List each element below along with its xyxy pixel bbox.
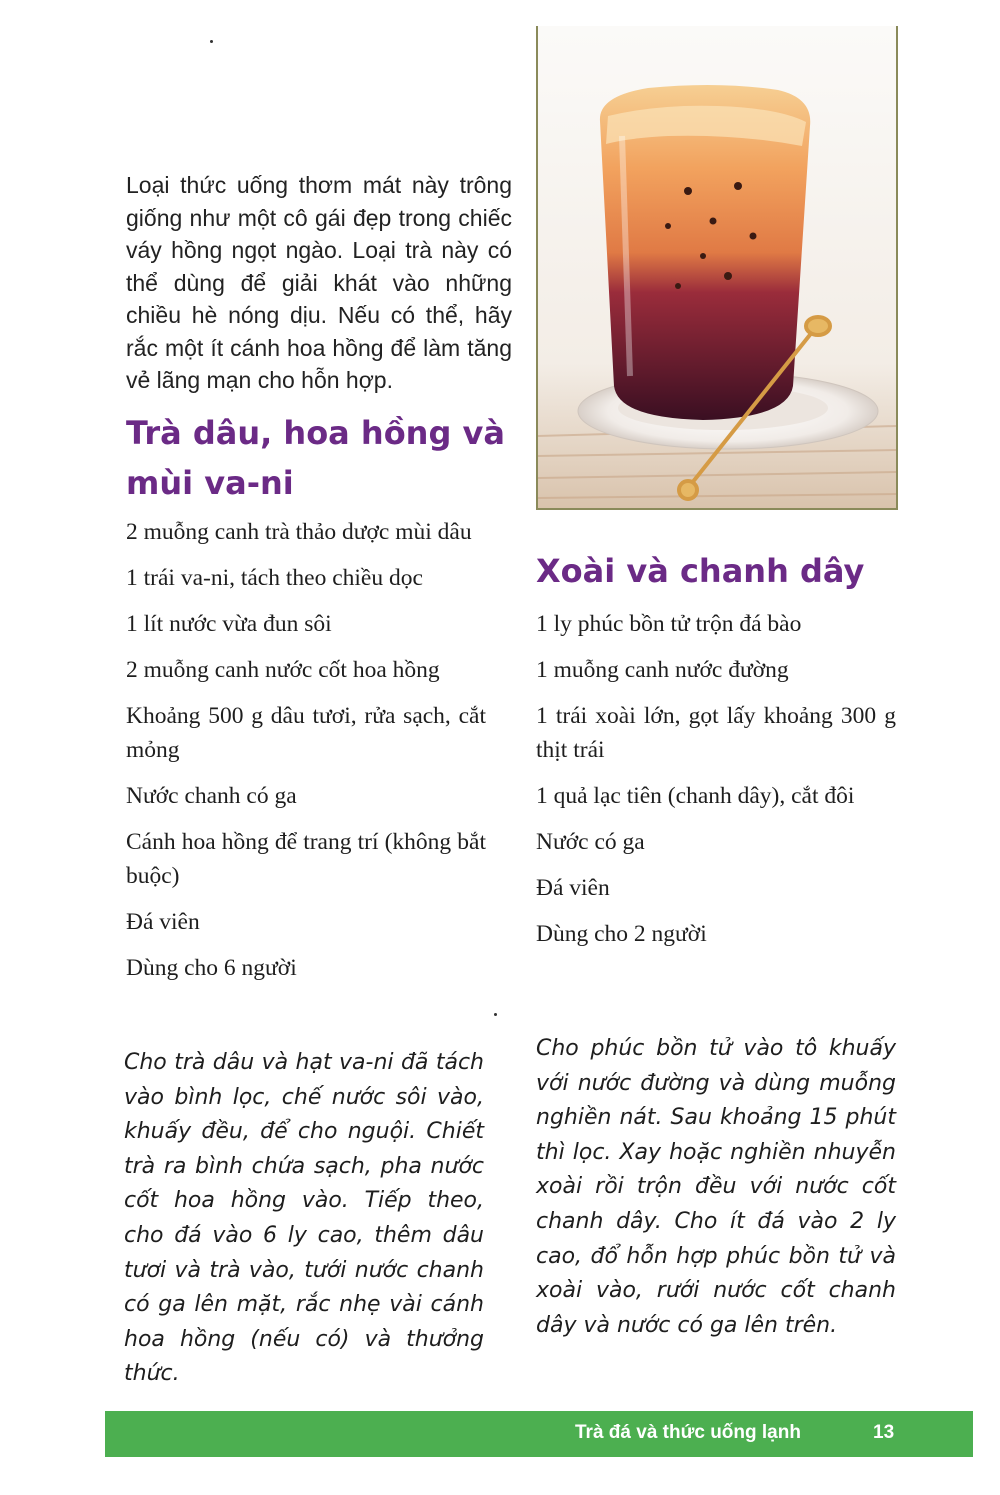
ingredient: 1 lít nước vừa đun sôi [126,611,332,637]
drink-illustration [538,26,896,508]
ingredient: 1 ly phúc bồn tử trộn đá bào [536,611,802,637]
page-number: 13 [873,1422,895,1443]
intro-paragraph: Loại thức uống thơm mát này trông giống như một cô gái đẹp trong chiếc váy hồng ngọt ngào. Loại trà này có thể dùng để giải khát vào những chiều hè nóng dịu. Nếu có thể, hãy rắc một ít cánh hoa hồng để làm tăng vẻ lãng mạn cho hỗn hợp. [126,172,512,393]
ingredient: Nước có ga [536,829,645,855]
ingredient: 1 trái xoài lớn, gọt lấy khoảng 300 g thịt trái [536,703,896,763]
ingredient: Nước chanh có ga [126,783,297,809]
ingredient: Dùng cho 6 người [126,955,297,981]
ingredient: Khoảng 500 g dâu tươi, rửa sạch, cắt mỏng [126,703,486,763]
footer-section-title: Trà đá và thức uống lạnh [575,1422,801,1443]
ingredient: 1 quả lạc tiên (chanh dây), cắt đôi [536,783,855,809]
ingredient: 2 muỗng canh trà thảo dược mùi dâu [126,519,472,545]
speck [494,1013,497,1016]
footer-bar [105,1411,973,1457]
recipe2-ingredients [536,607,896,963]
recipe1-ingredients [126,515,486,997]
recipe1-title: Trà dâu, hoa hồng và mùi va-ni [126,414,505,502]
ingredient: Đá viên [536,875,610,901]
ingredient: 1 trái va-ni, tách theo chiều dọc [126,565,423,591]
recipe1-method: Cho trà dâu và hạt va-ni đã tách vào bình lọc, chế nước sôi vào, khuấy đều, để cho nguội. Chiết trà ra bình chứa sạch, pha nước cốt hoa hồng vào. Tiếp theo, cho đá vào 6 ly cao, thêm dâu tươi và trà vào, tưới nước chanh có ga lên mặt, rắc nhẹ vài cánh hoa hồng (nếu có) và thưởng thức. [124,1050,484,1387]
ingredient: Dùng cho 2 người [536,921,707,947]
speck [210,40,213,43]
ingredient: Đá viên [126,909,200,935]
recipe2-method: Cho phúc bồn tử vào tô khuấy với nước đường và dùng muỗng nghiền nát. Sau khoảng 15 phút thì lọc. Xay hoặc nghiền nhuyễn xoài rồi trộn đều với nước cốt chanh dây. Cho ít đá vào 2 ly cao, đổ hỗn hợp phúc bồn tử và xoài vào, rưới nước cốt chanh dây và nước có ga lên trên. [536,1036,896,1338]
drink-photo [536,26,898,510]
ingredient: 1 muỗng canh nước đường [536,657,789,683]
ingredient: 2 muỗng canh nước cốt hoa hồng [126,657,440,683]
ingredient: Cánh hoa hồng để trang trí (không bắt buộc) [126,829,486,889]
recipe2-title: Xoài và chanh dây [536,552,865,590]
